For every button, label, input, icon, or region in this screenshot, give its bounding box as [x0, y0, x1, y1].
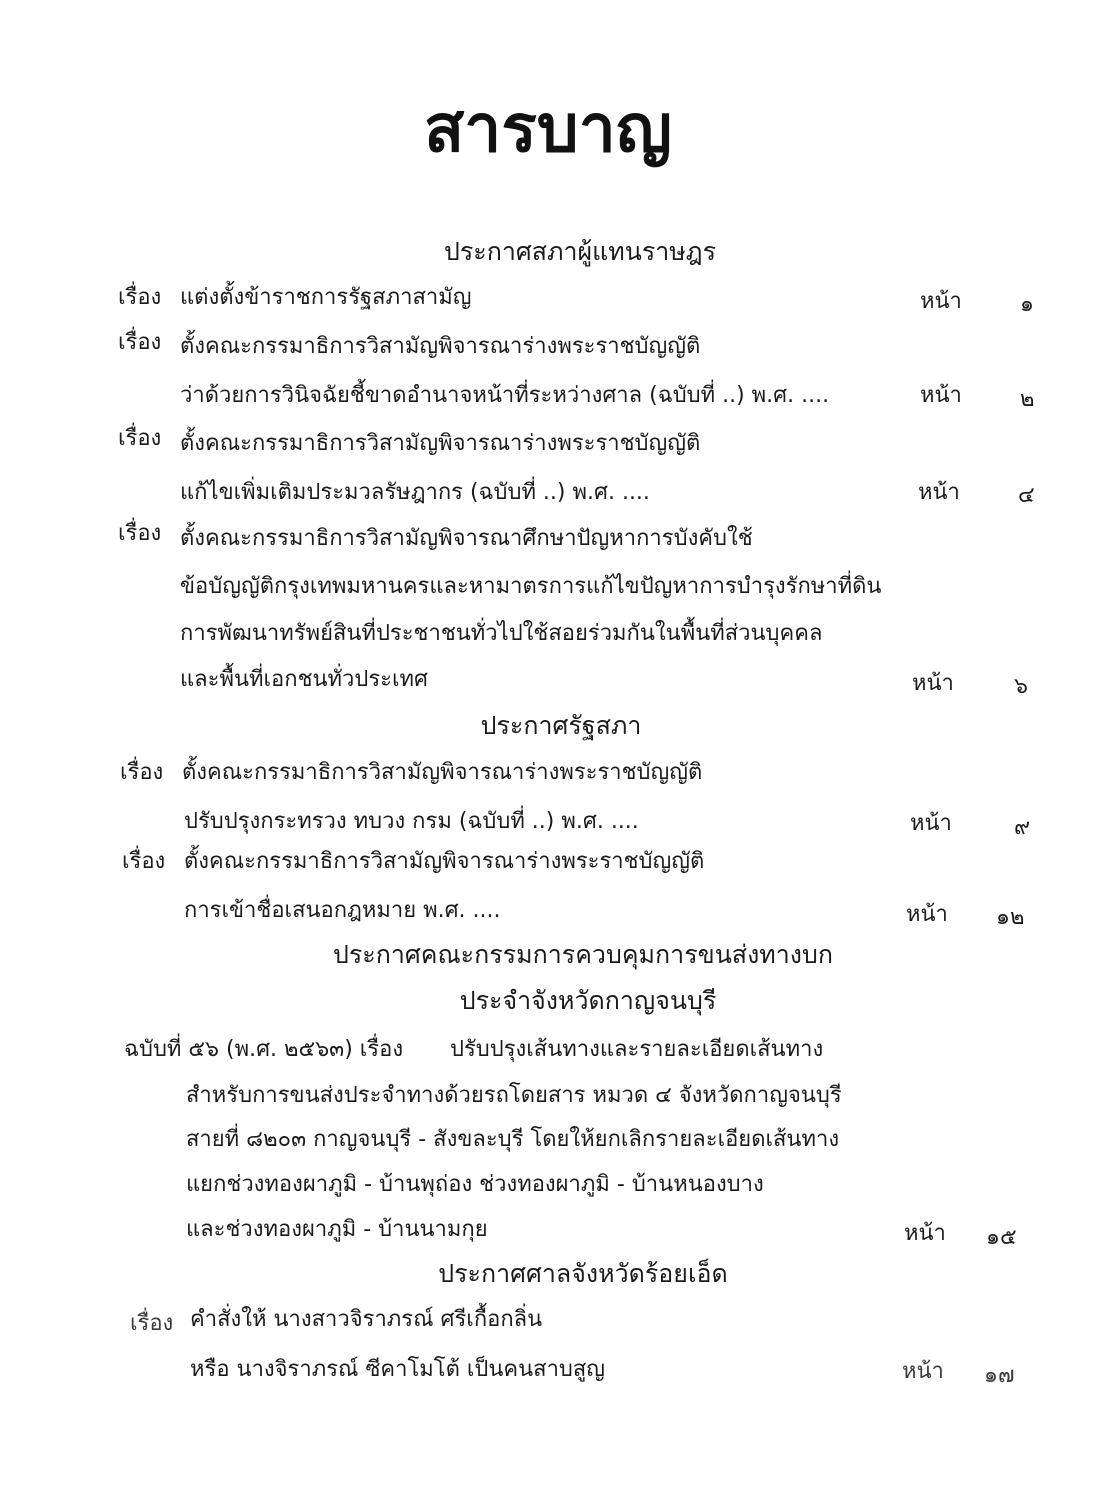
entry-line: และช่วงทองผาภูมิ - บ้านนามกุย — [186, 1217, 488, 1242]
page-label: หน้า — [918, 480, 960, 505]
section-heading: ประกาศคณะกรรมการควบคุมการขนส่งทางบก — [333, 940, 833, 969]
entry-line: และพื้นที่เอกชนทั่วประเทศ — [180, 667, 428, 692]
page-title: สารบาญ — [424, 89, 672, 167]
entry-label: เรื่อง — [118, 330, 162, 355]
entry-line: ตั้งคณะกรรมาธิการวิสามัญพิจารณาศึกษาปัญหาการบังคับใช้ — [180, 526, 753, 551]
entry-line: ตั้งคณะกรรมาธิการวิสามัญพิจารณาร่างพระราชบัญญัติ — [180, 334, 701, 359]
page-label: หน้า — [906, 902, 948, 927]
entry-line: คำสั่งให้ นางสาวจิราภรณ์ ศรีเกื้อกลิ่น — [190, 1307, 543, 1332]
entry-line: การพัฒนาทรัพย์สินที่ประชาชนทั่วไปใช้สอยร่วมกันในพื้นที่ส่วนบุคคล — [180, 621, 823, 646]
entry-line: ข้อบัญญัติกรุงเทพมหานครและหามาตรการแก้ไขปัญหาการบำรุงรักษาที่ดิน — [180, 574, 882, 599]
page-label: หน้า — [920, 289, 962, 314]
entry-line: ตั้งคณะกรรมาธิการวิสามัญพิจารณาร่างพระราชบัญญัติ — [180, 431, 701, 456]
section-heading: ประกาศรัฐสภา — [480, 711, 642, 740]
entry-label: เรื่อง — [118, 426, 162, 451]
entry-line: หรือ นางจิราภรณ์ ซีคาโมโต้ เป็นคนสาบสูญ — [190, 1357, 606, 1382]
page-number: ๑๒ — [996, 905, 1025, 930]
entry-line: การเข้าชื่อเสนอกฎหมาย พ.ศ. .... — [184, 898, 501, 923]
entry-line: สำหรับการขนส่งประจำทางด้วยรถโดยสาร หมวด ๔ จังหวัดกาญจนบุรี — [186, 1083, 842, 1108]
entry-line: แก้ไขเพิ่มเติมประมวลรัษฎากร (ฉบับที่ ..) พ.ศ. .... — [180, 480, 650, 505]
entry-label: เรื่อง — [120, 760, 164, 785]
page-number: ๑๗ — [984, 1363, 1015, 1388]
entry-line: ตั้งคณะกรรมาธิการวิสามัญพิจารณาร่างพระราชบัญญัติ — [182, 760, 703, 785]
entry-line: ตั้งคณะกรรมาธิการวิสามัญพิจารณาร่างพระราชบัญญัติ — [184, 849, 705, 874]
entry-label: เรื่อง — [118, 285, 162, 310]
page-number: ๑ — [1020, 292, 1034, 317]
entry-line: ว่าด้วยการวินิจฉัยชี้ขาดอำนาจหน้าที่ระหว่างศาล (ฉบับที่ ..) พ.ศ. .... — [180, 383, 830, 408]
page-number: ๒ — [1020, 387, 1035, 412]
page-number: ๔ — [1018, 483, 1035, 508]
section-heading: ประกาศสภาผู้แทนราษฎร — [443, 237, 717, 266]
page-number: ๙ — [1014, 815, 1031, 840]
entry-label: เรื่อง — [130, 1311, 174, 1336]
page-label: หน้า — [920, 383, 962, 408]
entry-line: สายที่ ๘๒๐๓ กาญจนบุรี - สังขละบุรี โดยให้ยกเลิกรายละเอียดเส้นทาง — [186, 1127, 840, 1152]
entry-line: แยกช่วงทองผาภูมิ - บ้านพุถ่อง ช่วงทองผาภูมิ - บ้านหนองบาง — [186, 1172, 764, 1197]
section-heading-line-2: ประจำจังหวัดกาญจนบุรี — [459, 986, 717, 1015]
entry-label: เรื่อง — [118, 521, 162, 546]
entry-label: เรื่อง — [122, 849, 166, 874]
section-heading: ประกาศศาลจังหวัดร้อยเอ็ด — [438, 1259, 728, 1288]
page-label: หน้า — [910, 811, 952, 836]
page-number: ๑๕ — [986, 1225, 1017, 1250]
entry-label: ฉบับที่ ๕๖ (พ.ศ. ๒๕๖๓) เรื่อง — [124, 1037, 404, 1062]
entry-line: ปรับปรุงกระทรวง ทบวง กรม (ฉบับที่ ..) พ.ศ. .... — [184, 809, 639, 834]
page-number: ๖ — [1014, 674, 1028, 699]
page-label: หน้า — [912, 671, 954, 696]
page-label: หน้า — [904, 1221, 946, 1246]
entry-line: แต่งตั้งข้าราชการรัฐสภาสามัญ — [180, 285, 472, 310]
entry-line: ปรับปรุงเส้นทางและรายละเอียดเส้นทาง — [450, 1037, 824, 1062]
page-label: หน้า — [902, 1359, 944, 1384]
